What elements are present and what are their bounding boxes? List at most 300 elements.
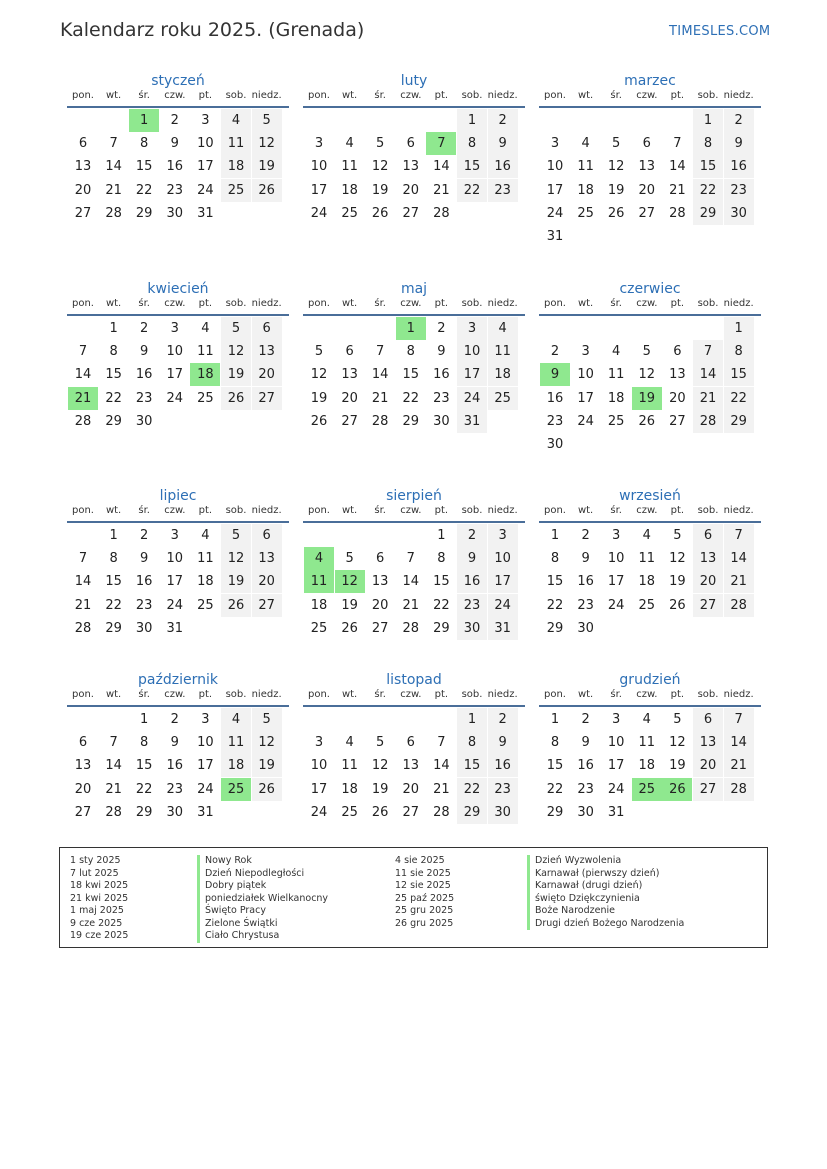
day-cell: 27 (252, 387, 282, 410)
day-cell: 26 (221, 594, 251, 617)
day-cell: 13 (402, 758, 420, 774)
day-cell: 15 (105, 574, 122, 590)
day-cell: 17 (310, 781, 328, 797)
weekday-label: śr. (138, 298, 150, 309)
day-cell: 16 (577, 574, 594, 590)
day-cell: 14 (105, 159, 122, 175)
weekday-label: sob. (697, 90, 719, 101)
weekday-label: pt. (434, 90, 449, 101)
day-cell: 7 (376, 344, 385, 360)
day-cell: 22 (457, 778, 487, 801)
day-cell: 14 (693, 363, 723, 386)
weekday-label: śr. (138, 689, 150, 700)
day-cell: 6 (642, 136, 651, 152)
weekday-label: pon. (72, 505, 94, 516)
day-cell: 4 (345, 136, 354, 152)
day-cell: 9 (488, 731, 518, 754)
holiday-day-cell: 26 (662, 778, 692, 801)
day-cell: 12 (371, 159, 389, 175)
day-cell: 23 (135, 597, 153, 613)
day-cell: 9 (140, 551, 149, 567)
holiday-day-cell: 4 (304, 547, 334, 570)
day-cell: 12 (669, 735, 686, 751)
holiday-day-cell: 7 (426, 132, 456, 155)
day-cell: 12 (669, 551, 686, 567)
day-cell: 17 (197, 159, 214, 175)
day-cell: 28 (105, 804, 122, 820)
day-cell: 9 (488, 132, 518, 155)
header-divider (67, 314, 289, 316)
day-cell: 2 (488, 708, 518, 731)
month-name: listopad (386, 672, 442, 688)
month-name: marzec (624, 73, 676, 89)
day-cell: 29 (457, 801, 487, 824)
weekday-label: śr. (610, 90, 622, 101)
day-cell: 9 (170, 735, 179, 751)
day-cell: 12 (310, 367, 328, 383)
day-cell: 29 (546, 804, 564, 820)
day-cell: 19 (669, 758, 686, 774)
day-cell: 7 (437, 735, 446, 751)
legend-holiday-name: poniedziałek Wielkanocny (205, 892, 329, 904)
day-cell: 13 (638, 159, 656, 175)
day-cell: 15 (457, 754, 487, 777)
day-cell: 11 (488, 340, 518, 363)
day-cell: 20 (341, 390, 358, 406)
day-cell: 10 (166, 551, 184, 567)
day-cell: 6 (673, 344, 682, 360)
day-cell: 28 (74, 413, 92, 429)
day-cell: 23 (488, 179, 518, 202)
holiday-day-cell: 18 (190, 363, 220, 386)
day-cell: 21 (724, 570, 754, 593)
day-cell: 17 (166, 367, 184, 383)
legend-date: 12 sie 2025 (395, 880, 451, 891)
day-cell: 15 (546, 758, 564, 774)
weekday-label: niedz. (723, 298, 754, 309)
day-cell: 22 (433, 597, 450, 613)
legend-date: 1 sty 2025 (70, 855, 121, 866)
day-cell: 5 (345, 551, 354, 567)
day-cell: 10 (457, 340, 487, 363)
day-cell: 15 (433, 574, 450, 590)
header-divider (67, 106, 289, 108)
day-cell: 26 (638, 413, 656, 429)
day-cell: 15 (135, 758, 153, 774)
weekday-header (539, 90, 761, 106)
day-cell: 7 (724, 524, 754, 547)
day-cell: 7 (78, 344, 88, 360)
day-cell: 14 (724, 731, 754, 754)
day-cell: 1 (109, 321, 118, 336)
day-cell: 9 (581, 551, 590, 567)
weekday-label: wt. (341, 90, 358, 101)
day-cell: 5 (221, 524, 251, 547)
day-cell: 18 (488, 363, 518, 386)
weekday-label: niedz. (487, 90, 518, 101)
day-cell: 20 (74, 182, 92, 198)
day-cell: 8 (724, 340, 754, 363)
weekday-label: wt. (577, 298, 594, 309)
month-name: czerwiec (619, 281, 681, 297)
day-cell: 28 (74, 620, 92, 636)
day-cell: 11 (341, 758, 358, 774)
day-cell: 1 (437, 528, 446, 543)
weekday-label: śr. (610, 505, 622, 516)
day-cell: 21 (105, 781, 122, 797)
day-cell: 31 (488, 617, 518, 640)
day-cell: 16 (433, 367, 450, 383)
day-cell: 19 (252, 155, 282, 178)
day-cell: 9 (170, 136, 179, 152)
day-cell: 24 (457, 387, 487, 410)
day-cell: 21 (402, 597, 420, 613)
header-divider (539, 521, 761, 523)
day-cell: 1 (109, 528, 118, 543)
day-cell: 19 (669, 574, 686, 590)
brand-link[interactable]: TIMESLES.COM (669, 24, 771, 39)
day-cell: 8 (550, 551, 560, 567)
day-cell: 19 (341, 597, 358, 613)
weekday-label: pt. (198, 90, 213, 101)
day-cell: 10 (310, 758, 328, 774)
day-cell: 10 (197, 735, 214, 751)
legend-holiday-name: Nowy Rok (205, 855, 252, 866)
weekday-label: czw. (636, 505, 658, 516)
day-cell: 20 (669, 390, 686, 406)
day-cell: 23 (577, 781, 594, 797)
day-cell: 29 (105, 620, 122, 636)
day-cell: 30 (135, 620, 153, 636)
holiday-day-cell: 25 (221, 778, 251, 801)
weekday-label: czw. (400, 505, 422, 516)
day-cell: 20 (693, 570, 723, 593)
day-cell: 3 (550, 136, 560, 152)
day-cell: 6 (78, 136, 88, 152)
day-cell: 22 (457, 179, 487, 202)
legend-holiday-name: Dzień Niepodległości (205, 867, 305, 879)
day-cell: 19 (252, 754, 282, 777)
day-cell: 2 (170, 712, 179, 727)
day-cell: 18 (638, 758, 656, 774)
day-cell: 4 (221, 109, 251, 132)
day-cell: 19 (310, 390, 328, 406)
legend-date: 9 cze 2025 (70, 917, 123, 929)
day-cell: 2 (140, 528, 149, 543)
weekday-label: pon. (308, 689, 330, 700)
legend-left-names (197, 855, 328, 943)
day-cell: 18 (341, 182, 358, 198)
day-cell: 24 (197, 781, 214, 797)
weekday-header (303, 505, 525, 521)
page-title: Kalendarz roku 2025. (Grenada) (60, 19, 365, 41)
day-cell: 25 (607, 413, 625, 429)
day-cell: 9 (437, 344, 446, 360)
weekday-label: pon. (308, 298, 330, 309)
day-cell: 14 (74, 367, 92, 383)
legend-date: 25 paź 2025 (395, 892, 455, 904)
day-cell: 3 (314, 735, 324, 751)
day-cell: 5 (612, 136, 621, 152)
day-cell: 24 (546, 205, 564, 221)
day-cell: 2 (457, 524, 487, 547)
weekday-label: wt. (341, 298, 358, 309)
day-cell: 16 (488, 155, 518, 178)
day-cell: 27 (252, 594, 282, 617)
weekday-label: wt. (105, 505, 122, 516)
day-cell: 2 (488, 109, 518, 132)
month-name: sierpień (386, 488, 442, 504)
day-cell: 17 (546, 182, 564, 198)
day-cell: 4 (581, 136, 590, 152)
day-cell: 15 (693, 155, 723, 178)
day-cell: 30 (433, 413, 450, 429)
day-cell: 11 (577, 159, 594, 175)
month-name: lipiec (159, 488, 197, 504)
day-cell: 14 (74, 574, 92, 590)
day-cell: 16 (546, 390, 564, 406)
weekday-label: śr. (374, 298, 386, 309)
day-cell: 12 (371, 758, 389, 774)
day-cell: 14 (433, 159, 450, 175)
day-cell: 20 (74, 781, 92, 797)
day-cell: 24 (488, 594, 518, 617)
weekday-label: pt. (670, 505, 685, 516)
day-cell: 23 (577, 597, 594, 613)
day-cell: 13 (693, 547, 723, 570)
day-cell: 10 (197, 136, 214, 152)
weekday-label: niedz. (487, 505, 518, 516)
day-cell: 26 (252, 179, 282, 202)
legend-holiday-name: Karnawał (drugi dzień) (535, 880, 643, 891)
weekday-label: niedz. (487, 689, 518, 700)
day-cell: 22 (693, 179, 723, 202)
legend-date: 1 maj 2025 (70, 905, 124, 916)
day-cell: 8 (550, 735, 560, 751)
day-cell: 31 (166, 620, 184, 636)
weekday-label: śr. (374, 90, 386, 101)
weekday-label: pt. (198, 298, 213, 309)
day-cell: 12 (252, 731, 282, 754)
weekday-header (303, 298, 525, 314)
day-cell: 13 (341, 367, 358, 383)
weekday-label: czw. (164, 298, 186, 309)
day-cell: 27 (402, 804, 420, 820)
day-cell: 23 (166, 781, 184, 797)
day-cell: 17 (310, 182, 328, 198)
day-cell: 30 (724, 202, 754, 225)
weekday-header (303, 689, 525, 705)
day-cell: 4 (201, 528, 210, 543)
weekday-label: sob. (225, 505, 247, 516)
day-cell: 4 (642, 712, 651, 727)
day-cell: 8 (109, 551, 118, 567)
header-divider (303, 705, 525, 707)
weekday-label: wt. (577, 90, 594, 101)
day-cell: 27 (74, 205, 92, 221)
day-cell: 3 (170, 321, 179, 336)
day-cell: 3 (314, 136, 324, 152)
day-cell: 24 (607, 781, 625, 797)
day-cell: 18 (221, 155, 251, 178)
day-cell: 28 (724, 778, 754, 801)
holiday-day-cell: 25 (632, 778, 662, 801)
day-cell: 23 (135, 390, 153, 406)
month-name: styczeń (151, 73, 205, 89)
day-cell: 26 (371, 205, 389, 221)
day-cell: 11 (638, 551, 656, 567)
day-cell: 8 (457, 731, 487, 754)
legend-date: 18 kwi 2025 (70, 880, 129, 891)
day-cell: 25 (310, 620, 328, 636)
weekday-label: czw. (164, 689, 186, 700)
day-cell: 6 (693, 708, 723, 731)
weekday-label: pon. (72, 689, 94, 700)
day-cell: 1 (550, 528, 560, 543)
day-cell: 28 (724, 594, 754, 617)
day-cell: 30 (577, 620, 594, 636)
day-cell: 2 (170, 113, 179, 128)
day-cell: 25 (577, 205, 594, 221)
header-divider (539, 106, 761, 108)
day-cell: 26 (341, 620, 358, 636)
day-cell: 13 (669, 367, 686, 383)
day-cell: 7 (109, 735, 118, 751)
day-cell: 5 (673, 712, 682, 727)
weekday-label: czw. (400, 298, 422, 309)
weekday-header (539, 689, 761, 705)
month-name: październik (138, 672, 218, 688)
day-cell: 8 (457, 132, 487, 155)
day-cell: 23 (166, 182, 184, 198)
day-cell: 30 (546, 437, 564, 452)
day-cell: 2 (581, 712, 590, 727)
day-cell: 3 (201, 712, 210, 727)
day-cell: 4 (221, 708, 251, 731)
day-cell: 29 (402, 413, 420, 429)
day-cell: 4 (612, 344, 621, 360)
day-cell: 9 (581, 735, 590, 751)
day-cell: 5 (221, 317, 251, 340)
day-cell: 8 (109, 344, 118, 360)
day-cell: 20 (402, 781, 420, 797)
weekday-label: pt. (198, 505, 213, 516)
day-cell: 22 (105, 390, 122, 406)
holiday-day-cell: 12 (335, 570, 365, 593)
day-cell: 7 (673, 136, 682, 152)
day-cell: 25 (341, 205, 358, 221)
day-cell: 30 (577, 804, 594, 820)
holiday-day-cell: 19 (632, 387, 662, 410)
day-cell: 2 (437, 321, 446, 336)
weekday-label: sob. (225, 298, 247, 309)
day-cell: 3 (612, 712, 621, 727)
day-cell: 21 (105, 182, 122, 198)
day-cell: 12 (221, 547, 251, 570)
weekday-label: pon. (308, 505, 330, 516)
day-cell: 14 (371, 367, 389, 383)
day-cell: 19 (371, 182, 389, 198)
day-cell: 1 (140, 712, 149, 727)
day-cell: 13 (252, 547, 282, 570)
day-cell: 12 (607, 159, 625, 175)
day-cell: 29 (433, 620, 450, 636)
day-cell: 13 (693, 731, 723, 754)
header-divider (303, 521, 525, 523)
day-cell: 23 (724, 179, 754, 202)
day-cell: 3 (488, 524, 518, 547)
day-cell: 6 (406, 735, 415, 751)
weekday-label: niedz. (723, 90, 754, 101)
day-cell: 6 (693, 524, 723, 547)
day-cell: 5 (673, 528, 682, 543)
day-cell: 20 (252, 363, 282, 386)
day-cell: 22 (105, 597, 122, 613)
day-cell: 10 (577, 367, 594, 383)
day-cell: 22 (135, 182, 153, 198)
holiday-day-cell: 1 (129, 109, 159, 132)
month-name: kwiecień (147, 281, 209, 297)
weekday-label: czw. (400, 689, 422, 700)
day-cell: 5 (376, 136, 385, 152)
day-cell: 2 (581, 528, 590, 543)
day-cell: 6 (406, 136, 415, 152)
legend-date: 4 sie 2025 (395, 855, 445, 866)
legend-date: 26 gru 2025 (395, 917, 454, 929)
day-cell: 2 (550, 344, 560, 360)
weekday-label: śr. (374, 689, 386, 700)
header-divider (539, 705, 761, 707)
day-cell: 11 (221, 731, 251, 754)
day-cell: 20 (638, 182, 656, 198)
day-cell: 15 (457, 155, 487, 178)
weekday-label: pon. (544, 298, 566, 309)
day-cell: 6 (252, 524, 282, 547)
day-cell: 1 (724, 317, 754, 340)
weekday-label: wt. (341, 689, 358, 700)
day-cell: 2 (140, 321, 149, 336)
day-cell: 24 (166, 597, 184, 613)
weekday-label: śr. (610, 689, 622, 700)
weekday-label: czw. (164, 90, 186, 101)
header-divider (67, 705, 289, 707)
weekday-label: wt. (341, 505, 358, 516)
legend-right-names (527, 855, 684, 930)
day-cell: 28 (433, 205, 450, 221)
day-cell: 29 (135, 804, 153, 820)
day-cell: 24 (310, 804, 328, 820)
day-cell: 28 (371, 413, 389, 429)
day-cell: 7 (406, 551, 415, 567)
day-cell: 6 (345, 344, 354, 360)
day-cell: 24 (577, 413, 594, 429)
holiday-day-cell: 21 (68, 387, 98, 410)
day-cell: 1 (550, 712, 560, 727)
day-cell: 23 (546, 413, 564, 429)
day-cell: 15 (724, 363, 754, 386)
day-cell: 13 (371, 574, 389, 590)
day-cell: 5 (642, 344, 651, 360)
day-cell: 5 (252, 708, 282, 731)
day-cell: 19 (371, 781, 389, 797)
day-cell: 26 (607, 205, 625, 221)
day-cell: 8 (406, 344, 415, 360)
day-cell: 9 (724, 132, 754, 155)
day-cell: 3 (581, 344, 590, 360)
legend-holiday-name: Ciało Chrystusa (205, 930, 280, 941)
day-cell: 7 (724, 708, 754, 731)
weekday-label: wt. (577, 505, 594, 516)
